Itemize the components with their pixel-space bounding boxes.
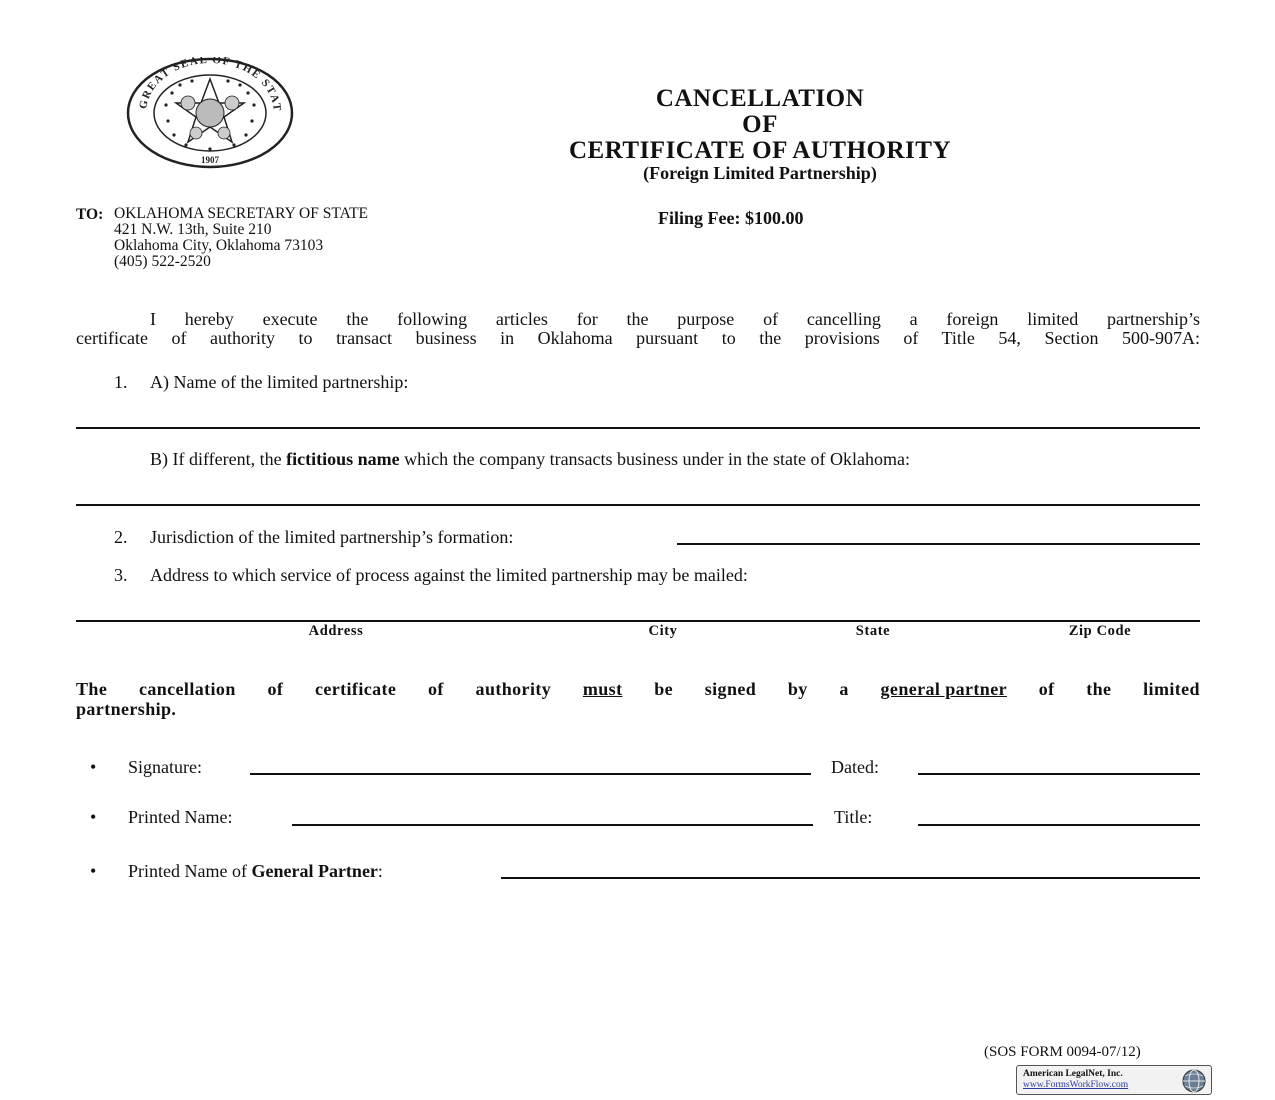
form-title-line2: OF xyxy=(742,111,778,138)
seal-graphic xyxy=(126,57,294,169)
address-column-label: Address xyxy=(308,623,364,639)
notice-word: a xyxy=(839,679,849,699)
to-office: OKLAHOMA SECRETARY OF STATE xyxy=(114,205,369,222)
notice-word: signed xyxy=(704,679,757,699)
badge-company: American LegalNet, Inc. xyxy=(1023,1069,1123,1079)
notice-word: authority xyxy=(475,679,552,699)
notice-word: be xyxy=(654,679,674,699)
intro-paragraph xyxy=(76,310,1200,348)
globe-icon xyxy=(1181,1068,1207,1094)
notice-word: the xyxy=(1086,679,1112,699)
notice-word: of xyxy=(1038,679,1055,699)
service-address-field[interactable] xyxy=(76,620,1200,622)
legalnet-badge[interactable] xyxy=(1016,1065,1212,1095)
to-city: Oklahoma City, Oklahoma 73103 xyxy=(114,237,324,254)
title-field[interactable] xyxy=(918,824,1200,826)
signature-field[interactable] xyxy=(250,773,811,775)
printed-name-field[interactable] xyxy=(292,824,813,826)
gp-label-bold: General Partner xyxy=(251,861,378,881)
general-partner-label xyxy=(128,861,383,882)
to-label: TO: xyxy=(76,206,104,223)
seal-year: 1907 xyxy=(201,155,219,165)
item1-number: 1. xyxy=(114,372,128,392)
state-seal xyxy=(126,57,294,169)
title-label: Title: xyxy=(834,807,873,827)
badge-url[interactable]: www.FormsWorkFlow.com xyxy=(1023,1080,1129,1090)
gp-label-pre: Printed Name of xyxy=(128,861,252,881)
printed-name-label: Printed Name: xyxy=(128,807,233,827)
notice-emphasis-must: must xyxy=(582,679,623,699)
to-phone: (405) 522-2520 xyxy=(114,253,211,270)
item1a-label: A) Name of the limited partnership: xyxy=(150,372,409,392)
notice-word: certificate xyxy=(314,679,397,699)
form-subtitle: (Foreign Limited Partnership) xyxy=(643,163,877,183)
notice-word: by xyxy=(787,679,808,699)
form-number: (SOS FORM 0094-07/12) xyxy=(984,1044,1141,1060)
jurisdiction-field[interactable] xyxy=(677,543,1200,545)
item2-label: Jurisdiction of the limited partnership’s formation: xyxy=(150,527,514,547)
intro-line1: I hereby execute the following articles for the purpose of cancelling a foreign limited partnership’s xyxy=(150,309,1200,329)
dated-label: Dated: xyxy=(831,757,879,777)
to-street: 421 N.W. 13th, Suite 210 xyxy=(114,221,272,238)
notice-word: cancellation xyxy=(138,679,236,699)
signature-label: Signature: xyxy=(128,757,202,777)
item3-number: 3. xyxy=(114,565,128,585)
filing-fee: Filing Fee: $100.00 xyxy=(658,208,804,228)
notice-word: The xyxy=(76,679,108,699)
state-column-label: State xyxy=(855,623,891,639)
dated-field[interactable] xyxy=(918,773,1200,775)
notice-word: limited xyxy=(1143,679,1200,699)
item1b-post: which the company transacts business under in the state of Oklahoma: xyxy=(399,449,910,469)
bullet-icon: • xyxy=(90,807,97,827)
city-column-label: City xyxy=(648,623,678,639)
signature-notice xyxy=(76,679,1200,719)
item1b-pre: B) If different, the xyxy=(150,449,287,469)
form-title-line1: CANCELLATION xyxy=(655,85,865,112)
notice-line2: partnership. xyxy=(76,699,177,719)
bullet-icon: • xyxy=(90,861,97,881)
item2-number: 2. xyxy=(114,527,128,547)
intro-line2: certificate of authority to transact business in Oklahoma pursuant to the provisions of Title 54, Section 500-907A: xyxy=(76,328,1200,348)
notice-emphasis-general-partner: general partner xyxy=(880,679,1007,699)
item1b-label xyxy=(150,449,910,470)
seal-ring-text: GREAT SEAL OF THE STAT xyxy=(137,57,284,113)
gp-label-post: : xyxy=(377,861,383,881)
notice-word: of xyxy=(267,679,284,699)
item3-label: Address to which service of process against the limited partnership may be mailed: xyxy=(150,565,748,585)
general-partner-name-field[interactable] xyxy=(501,877,1200,879)
zip-column-label: Zip Code xyxy=(1068,623,1132,639)
partnership-name-field[interactable] xyxy=(76,427,1200,429)
notice-word: of xyxy=(428,679,444,699)
item1b-bold: fictitious name xyxy=(286,449,400,469)
bullet-icon: • xyxy=(90,757,97,777)
fictitious-name-field[interactable] xyxy=(76,504,1200,506)
form-title-line3: CERTIFICATE OF AUTHORITY xyxy=(568,137,951,164)
